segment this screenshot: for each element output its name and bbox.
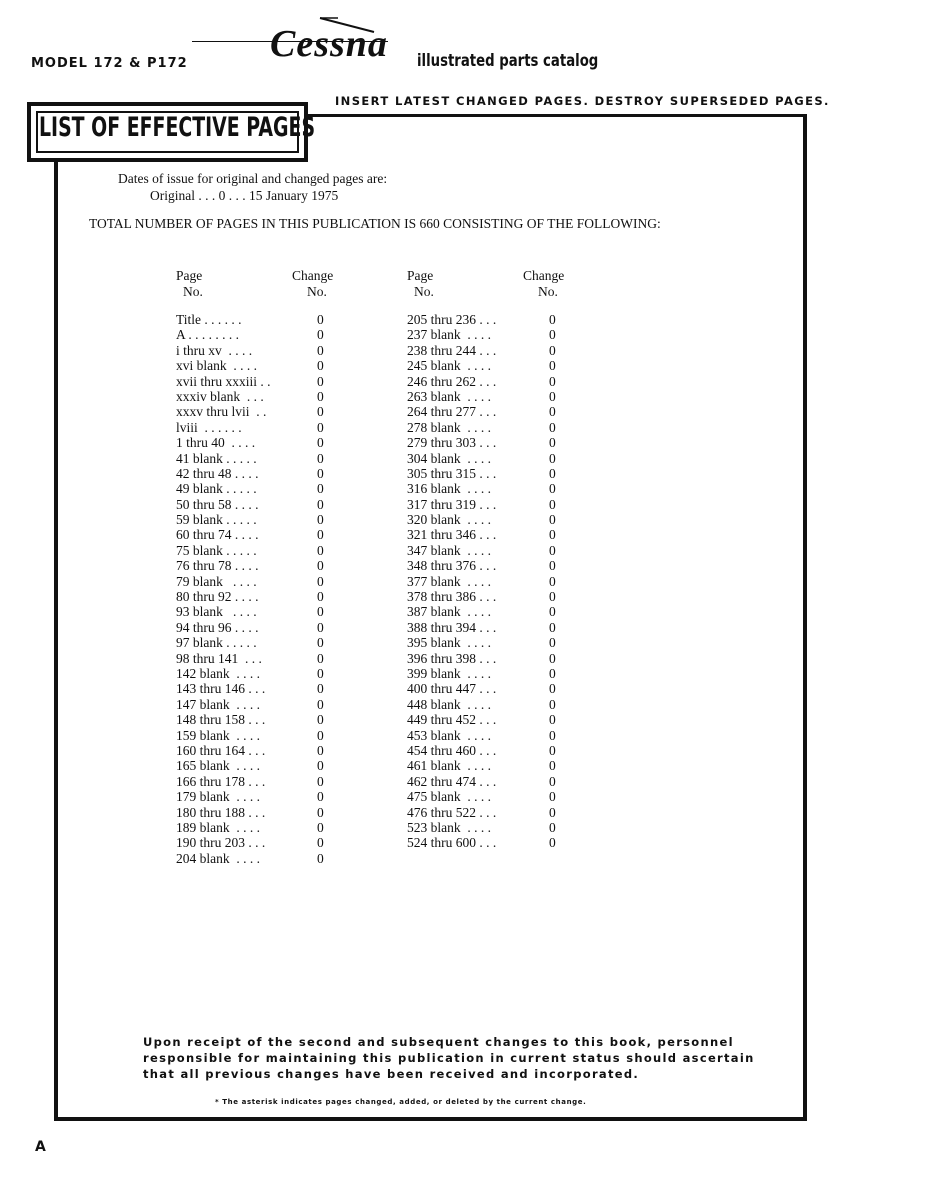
change-number: 0 [317,635,324,651]
table-row [407,312,577,327]
page-number: 148 thru 158 . . . [176,712,266,728]
change-number: 0 [549,773,556,789]
change-number: 0 [317,358,324,374]
page-number: 50 thru 58 . . . . [176,496,259,512]
table-row [176,374,336,389]
change-number: 0 [317,527,324,543]
page-number: 453 blank . . . . [407,727,491,743]
change-number: 0 [317,512,324,528]
total-pages-statement: TOTAL NUMBER OF PAGES IN THIS PUBLICATION IS 660 CONSISTING OF THE FOLLOWING: [89,216,661,231]
change-number: 0 [549,404,556,420]
table-row [407,543,577,558]
table-row [176,666,336,681]
table-row [176,697,336,712]
table-row [176,851,336,866]
table-row [176,435,336,450]
change-number: 0 [317,650,324,666]
change-number: 0 [549,712,556,728]
page-number: 245 blank . . . . [407,358,491,374]
page-number: 305 thru 315 . . . [407,465,497,481]
table-row [176,327,336,342]
table-row [176,651,336,666]
page-header-line2: No. [183,284,203,299]
table-row [407,451,577,466]
change-number: 0 [549,481,556,497]
change-number: 0 [549,742,556,758]
table-row [176,681,336,696]
page-number: 320 blank . . . . [407,512,491,528]
change-number: 0 [317,604,324,620]
change-number: 0 [317,481,324,497]
change-number: 0 [549,358,556,374]
right-entries [407,312,577,851]
page-number: 180 thru 188 . . . [176,804,266,820]
change-number: 0 [549,465,556,481]
change-number: 0 [317,373,324,389]
change-number: 0 [317,681,324,697]
table-row [407,497,577,512]
page-number: 76 thru 78 . . . . [176,558,259,574]
change-number: 0 [549,589,556,605]
change-number: 0 [317,342,324,358]
model-label: MODEL 172 & P172 [31,56,188,71]
table-row [407,635,577,650]
receipt-line: Upon receipt of the second and subsequent changes to this book, personnel [143,1035,734,1049]
table-row [176,358,336,373]
table-row [407,604,577,619]
table-row [407,758,577,773]
page-number: 454 thru 460 . . . [407,742,497,758]
table-row [176,389,336,404]
title-box [27,102,316,162]
page-number: xvii thru xxxiii . . [176,373,271,389]
change-number: 0 [317,742,324,758]
change-number: 0 [317,388,324,404]
table-row [176,466,336,481]
table-row [407,697,577,712]
table-row [407,620,577,635]
page-number: 388 thru 394 . . . [407,619,497,635]
page-number: 316 blank . . . . [407,481,491,497]
table-row [176,404,336,419]
page-number: 523 blank . . . . [407,819,491,835]
table-row [407,774,577,789]
change-header-line1: Change [292,268,334,283]
change-number: 0 [549,758,556,774]
page-title: LIST OF EFFECTIVE PAGES [39,112,316,143]
table-row [407,512,577,527]
table-row [176,497,336,512]
table-row [407,558,577,573]
page-number: 97 blank . . . . . [176,635,257,651]
page-number: 475 blank . . . . [407,789,491,805]
page-number: 377 blank . . . . [407,573,491,589]
change-number: 0 [549,496,556,512]
table-row [407,789,577,804]
change-number: 0 [549,681,556,697]
page-number: i thru xv . . . . [176,342,253,358]
table-row [407,466,577,481]
change-number: 0 [549,373,556,389]
page-number: 378 thru 386 . . . [407,589,497,605]
table-row [176,758,336,773]
table-row [407,574,577,589]
page-number: 396 thru 398 . . . [407,650,497,666]
change-number: 0 [549,450,556,466]
table-row [407,651,577,666]
page-number: 147 blank . . . . [176,696,260,712]
change-number: 0 [549,542,556,558]
page-number: 94 thru 96 . . . . [176,619,259,635]
table-row [407,589,577,604]
page-number: 189 blank . . . . [176,819,260,835]
table-row [407,420,577,435]
table-row [407,712,577,727]
table-row [176,805,336,820]
change-number: 0 [549,727,556,743]
left-page-column [176,268,336,866]
change-number: 0 [549,665,556,681]
left-entries [176,312,336,866]
table-row [407,358,577,373]
table-row [407,389,577,404]
table-row [407,820,577,835]
page-number: 263 blank . . . . [407,388,491,404]
page-number: 395 blank . . . . [407,635,491,651]
change-number: 0 [317,573,324,589]
change-number: 0 [549,604,556,620]
change-number: 0 [317,404,324,420]
catalog-title: illustrated parts catalog [417,51,599,71]
page-letter: A [35,1139,46,1155]
table-row [176,512,336,527]
table-row [176,589,336,604]
page-number: A . . . . . . . . [176,327,240,343]
change-number: 0 [317,542,324,558]
receipt-line: responsible for maintaining this publication in current status should ascertain [143,1051,755,1065]
page-number: 204 blank . . . . [176,850,260,866]
page-number: xxxv thru lvii . . [176,404,267,420]
asterisk-note: * The asterisk indicates pages changed, added, or deleted by the current change. [215,1098,587,1106]
table-row [407,728,577,743]
change-number: 0 [549,419,556,435]
page-number: 278 blank . . . . [407,419,491,435]
table-row [407,435,577,450]
change-number: 0 [549,804,556,820]
column-header [407,268,577,312]
table-row [176,312,336,327]
change-number: 0 [549,789,556,805]
table-row [407,404,577,419]
table-row [176,835,336,850]
table-row [176,789,336,804]
change-number: 0 [549,635,556,651]
change-number: 0 [317,712,324,728]
change-number: 0 [549,558,556,574]
dates-of-issue [118,170,387,204]
page-number: 462 thru 474 . . . [407,773,497,789]
page-number: 246 thru 262 . . . [407,373,497,389]
change-number: 0 [549,312,556,327]
change-number: 0 [549,342,556,358]
change-number: 0 [317,589,324,605]
table-row [176,574,336,589]
page-number: 237 blank . . . . [407,327,491,343]
table-row [176,774,336,789]
page-number: 49 blank . . . . . [176,481,257,497]
page-number: 400 thru 447 . . . [407,681,497,697]
change-number: 0 [317,312,324,327]
cessna-logo: Cessna [270,23,388,65]
page-number: 347 blank . . . . [407,542,491,558]
change-number: 0 [317,450,324,466]
page-number: 387 blank . . . . [407,604,491,620]
page-number: 159 blank . . . . [176,727,260,743]
table-row [176,420,336,435]
change-number: 0 [317,696,324,712]
table-row [407,481,577,496]
page-number: 165 blank . . . . [176,758,260,774]
change-number: 0 [549,527,556,543]
page-number: 98 thru 141 . . . [176,650,262,666]
table-row [407,374,577,389]
page-number: 264 thru 277 . . . [407,404,497,420]
change-number: 0 [317,835,324,851]
original-date: Original . . . 0 . . . 15 January 1975 [150,188,339,203]
table-row [176,743,336,758]
change-number: 0 [317,435,324,451]
page-number: 524 thru 600 . . . [407,835,497,851]
table-row [176,451,336,466]
page-number: 321 thru 346 . . . [407,527,497,543]
page-number: 179 blank . . . . [176,789,260,805]
page-number: 80 thru 92 . . . . [176,589,259,605]
change-header-line1: Change [523,268,565,283]
change-number: 0 [549,435,556,451]
change-number: 0 [549,573,556,589]
page-number: 317 thru 319 . . . [407,496,497,512]
change-number: 0 [549,650,556,666]
right-page-column [407,268,577,851]
page-number: 1 thru 40 . . . . [176,435,256,451]
table-row [176,728,336,743]
receipt-notice [143,1034,755,1082]
page-number: 190 thru 203 . . . [176,835,266,851]
change-number: 0 [317,758,324,774]
receipt-line: that all previous changes have been received and incorporated. [143,1067,640,1081]
table-row [176,543,336,558]
page-number: 160 thru 164 . . . [176,742,266,758]
page-number: 143 thru 146 . . . [176,681,266,697]
table-row [407,343,577,358]
page-header-line1: Page [407,268,434,283]
page-header-line1: Page [176,268,203,283]
table-row [176,604,336,619]
page-number: 449 thru 452 . . . [407,712,497,728]
change-header-line2: No. [307,284,327,299]
page-number: 75 blank . . . . . [176,542,257,558]
dates-intro: Dates of issue for original and changed pages are: [118,171,388,186]
page-number: 166 thru 178 . . . [176,773,266,789]
page-number: 348 thru 376 . . . [407,558,497,574]
page-header-line2: No. [414,284,434,299]
table-row [176,558,336,573]
change-number: 0 [317,804,324,820]
page-number: 304 blank . . . . [407,450,491,466]
change-number: 0 [317,773,324,789]
change-number: 0 [549,696,556,712]
table-row [407,327,577,342]
change-number: 0 [317,665,324,681]
change-number: 0 [317,327,324,343]
table-row [176,481,336,496]
change-number: 0 [549,512,556,528]
change-number: 0 [549,835,556,851]
table-row [407,527,577,542]
table-row [407,805,577,820]
insert-notice: INSERT LATEST CHANGED PAGES. DESTROY SUPERSEDED PAGES. [335,94,830,108]
page-number: 41 blank . . . . . [176,450,257,466]
page-number: 59 blank . . . . . [176,512,257,528]
change-number: 0 [549,388,556,404]
table-row [176,820,336,835]
page-number: 399 blank . . . . [407,665,491,681]
page-number: 79 blank . . . . [176,573,257,589]
change-header-line2: No. [538,284,558,299]
page-number: xvi blank . . . . [176,358,257,374]
page-number: 142 blank . . . . [176,665,260,681]
table-row [176,527,336,542]
change-number: 0 [317,496,324,512]
table-row [407,681,577,696]
page-number: 60 thru 74 . . . . [176,527,259,543]
column-header [176,268,336,312]
page-number: 42 thru 48 . . . . [176,465,259,481]
change-number: 0 [317,465,324,481]
table-row [176,635,336,650]
page-number: 461 blank . . . . [407,758,491,774]
change-number: 0 [317,789,324,805]
table-row [176,343,336,358]
change-number: 0 [549,327,556,343]
change-number: 0 [317,619,324,635]
table-row [407,835,577,850]
page-number: lviii . . . . . . [176,419,242,435]
page-number: 448 blank . . . . [407,696,491,712]
change-number: 0 [317,819,324,835]
page-number: xxxiv blank . . . [176,388,264,404]
table-row [407,743,577,758]
table-row [176,712,336,727]
page-number: 238 thru 244 . . . [407,342,497,358]
change-number: 0 [549,619,556,635]
table-row [176,620,336,635]
page-number: 279 thru 303 . . . [407,435,497,451]
change-number: 0 [317,419,324,435]
change-number: 0 [317,850,324,866]
change-number: 0 [317,727,324,743]
page-number: Title . . . . . . [176,312,242,327]
page-number: 93 blank . . . . [176,604,257,620]
page-number: 205 thru 236 . . . [407,312,497,327]
change-number: 0 [549,819,556,835]
table-row [407,666,577,681]
change-number: 0 [317,558,324,574]
page-number: 476 thru 522 . . . [407,804,497,820]
